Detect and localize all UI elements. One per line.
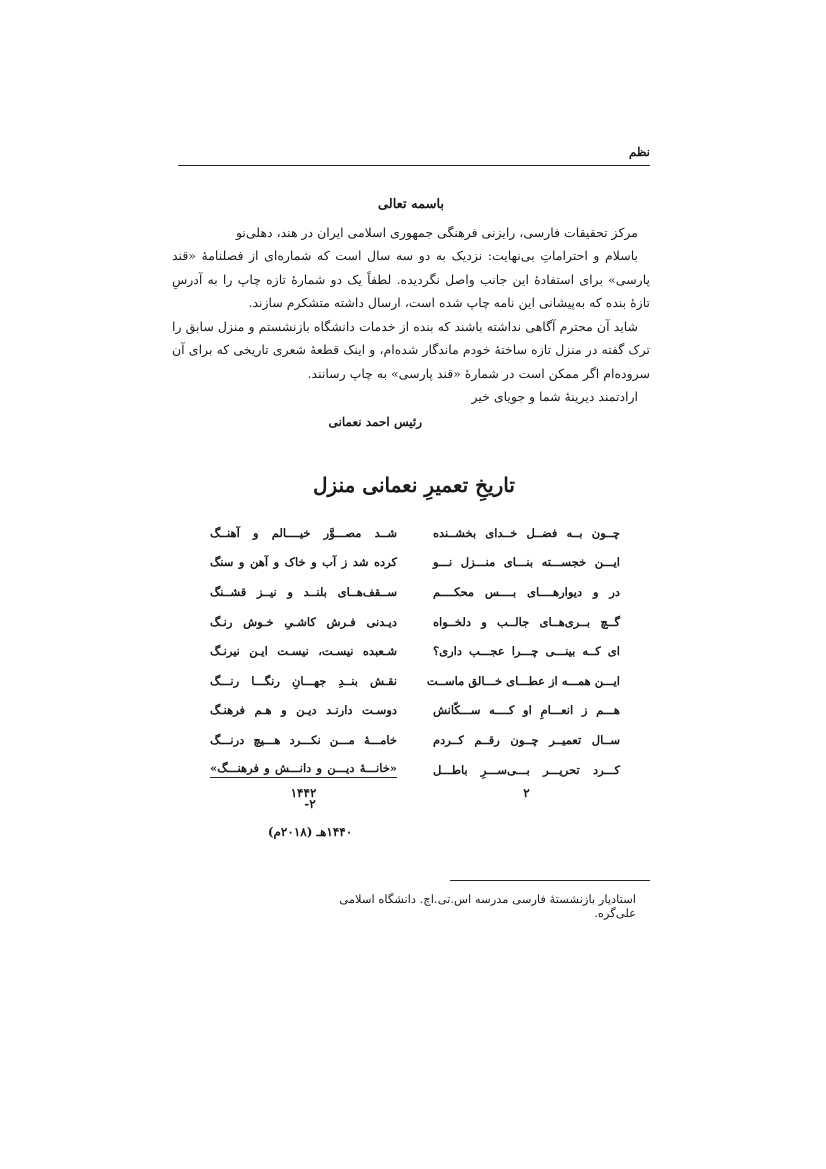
hemistich-left: کرده شد ز آب و خاک و آهن و سنگ xyxy=(210,555,397,570)
section-label: نظم xyxy=(628,145,650,159)
letter-paragraph: شاید آن محترم آگاهی نداشته باشند که بنده از خدمات دانشگاه بازنشستم و منزل سابق را ترک گفته در منزل تازه ساختهٔ خودم ماندگار شده‌ام، و اینک قطعهٔ شعری تاریخی که برای آن سروده‌ام اگر ممکن است در شمارهٔ «قند پارسی» به چاپ رسانند. xyxy=(172,318,650,381)
hemistich-right: ســال تعمیــر چــون رقــم کــردم xyxy=(433,732,620,747)
hemistich-left: دیـدنی فـرش کاشـیِ خـوش رنـگ xyxy=(210,614,397,629)
running-header xyxy=(178,143,650,166)
hemistich-left: شـعبده نیسـت، نیسـت ایـن نیرنـگ xyxy=(210,644,397,659)
hemistich-left: شــد مصـــوَّر خیــــالم و آهنــگ xyxy=(210,525,397,540)
hemistich-right: گــچ بــری‌هــای جالــب و دلخــواه xyxy=(433,614,620,629)
abjad-subtraction: ۲- xyxy=(304,797,316,811)
poem-couplet xyxy=(210,577,620,607)
abjad-value-right: ۲ xyxy=(523,786,530,801)
hemistich-left: خامـــهٔ مـــن نکـــرد هـــیچ درنـــگ xyxy=(210,732,397,747)
poem-couplet xyxy=(210,666,620,696)
footnote: استادیار بازنشستهٔ فارسی مدرسه اس.تی.اچ. دانشگاه اسلامی علی‌گره. xyxy=(339,892,636,920)
hemistich-right: ای کــه بینـــی چـــرا عجـــب داری؟ xyxy=(433,644,620,659)
letter-paragraph: باسلام و احتراماتِ بی‌نهایت: نزدیک به دو سه سال است که شماره‌ای از فصلنامهٔ «قند پارسی» برای استفادهٔ این جانب واصل نگردیده. لطفاً یک دو شمارهٔ تازه چاپ را به آدرسِ تازهٔ بنده که به‌پیشانی این نامه چاپ شده است، ارسال داشته متشکرم سازند. xyxy=(172,248,650,310)
letter-salutation: باسمه تعالی xyxy=(377,197,445,212)
letter-address: مرکز تحقیقات فارسی، رایزنی فرهنگی جمهوری اسلامی ایران در هند، دهلی‌نو xyxy=(235,224,638,240)
letter-closing: ارادتمند دیرینهٔ شما و جویای خیر xyxy=(471,389,638,404)
poem-couplet xyxy=(210,607,620,637)
letter-signature: رئیس احمد نعمانی xyxy=(328,414,422,429)
hemistich-right: ایـــن همـــه از عطـــای خـــالق ماســت xyxy=(426,673,620,688)
poem-title: تاریخِ تعمیرِ نعمانی منزل xyxy=(313,473,515,497)
poem-couplet xyxy=(210,755,620,785)
hemistich-right: در و دیوارهــــای بــــس محکــــم xyxy=(433,584,620,599)
poem-couplet xyxy=(210,696,620,726)
poem-couplet xyxy=(210,548,620,578)
hemistich-left: ســقف‌هــای بلنــد و نیــز قشــنگ xyxy=(210,584,397,599)
hemistich-left: دوسـت دارنـد دیـن و هـم فرهنـگ xyxy=(210,703,397,718)
hemistich-right: کـــرد تحریـــر بـــی‌ســـرِ باطـــل xyxy=(433,762,620,777)
poem-couplet xyxy=(210,725,620,755)
hemistich-right: هـــم ز انعـــامِ او کــــه ســـکّانش xyxy=(433,703,620,718)
hemistich-right: چــون بــه فضــل خــدای بخشــنده xyxy=(433,525,620,540)
poem-couplet xyxy=(210,636,620,666)
chronogram-date: ۱۴۴۰هـ (۲۰۱۸م) xyxy=(267,825,353,839)
letter-block xyxy=(172,193,650,434)
hemistich-left: نقـش بنــدِ جهـــانِ رنگـــا رنـــگ xyxy=(210,673,397,688)
hemistich-left-chronogram: «خانـــهٔ دیـــن و دانـــش و فرهنـــگ» xyxy=(210,761,397,778)
poem-block xyxy=(210,518,620,800)
hemistich-right: ایـــن خجســـته بنـــای منـــزل نـــو xyxy=(433,555,620,570)
abjad-value-left: ۱۴۴۲ xyxy=(290,786,317,801)
footnote-divider xyxy=(450,880,650,881)
poem-couplet xyxy=(210,518,620,548)
